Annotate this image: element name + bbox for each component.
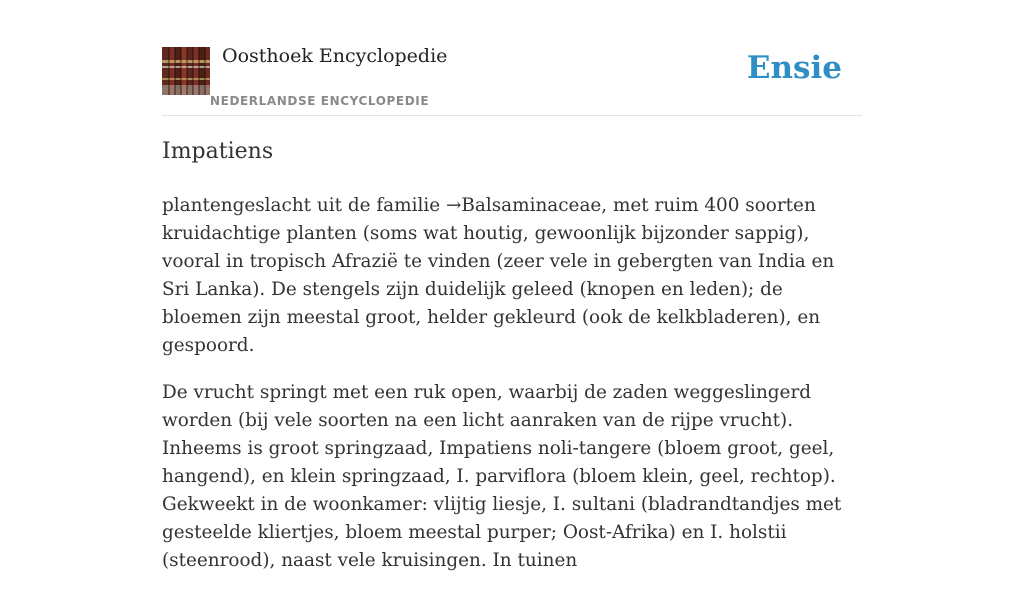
source-title[interactable]: Oosthoek Encyclopedie xyxy=(222,45,448,67)
paragraph-text: plantengeslacht uit de familie xyxy=(162,195,446,216)
source-header xyxy=(162,0,862,116)
source-subtitle: NEDERLANDSE ENCYCLOPEDIE xyxy=(210,94,430,108)
cross-reference-link[interactable]: →Balsaminaceae xyxy=(445,195,602,216)
article-paragraph xyxy=(162,192,867,360)
article-paragraph: De vrucht springt met een ruk open, waarbij de zaden weggeslingerd worden (bij vele soorten na een licht aanraken van de rijpe vrucht). Inheems is groot springzaad, Impatiens noli-tangere (bloem groot, geel, hangend), en klein springzaad, I. parviflora (bloem klein, geel, rechtop). Gekweekt in de woonkamer: vlijtig liesje, I. sultani (bladrandtandjes met gesteelde kliertjes, bloem meestal purper; Oost-Afrika) en I. holstii (steenrood), naast vele kruisingen. In tuinen xyxy=(162,382,842,571)
ensie-logo-link[interactable]: Ensie xyxy=(746,50,842,86)
content-column xyxy=(162,0,862,571)
paragraph-text: , met ruim 400 soorten kruidachtige planten (soms wat houtig, gewoonlijk bijzonder sappig), vooral in tropisch Afrazië te vinden (zeer vele in gebergten van India en Sri Lanka). De stengels zijn duidelijk geleed (knopen en leden); de bloemen zijn meestal groot, helder gekleurd (ook de kelkbladeren), en gespoord. xyxy=(162,195,835,356)
article-body xyxy=(162,192,867,594)
article-title: Impatiens xyxy=(162,139,274,164)
encyclopedia-books-icon[interactable] xyxy=(162,47,210,95)
